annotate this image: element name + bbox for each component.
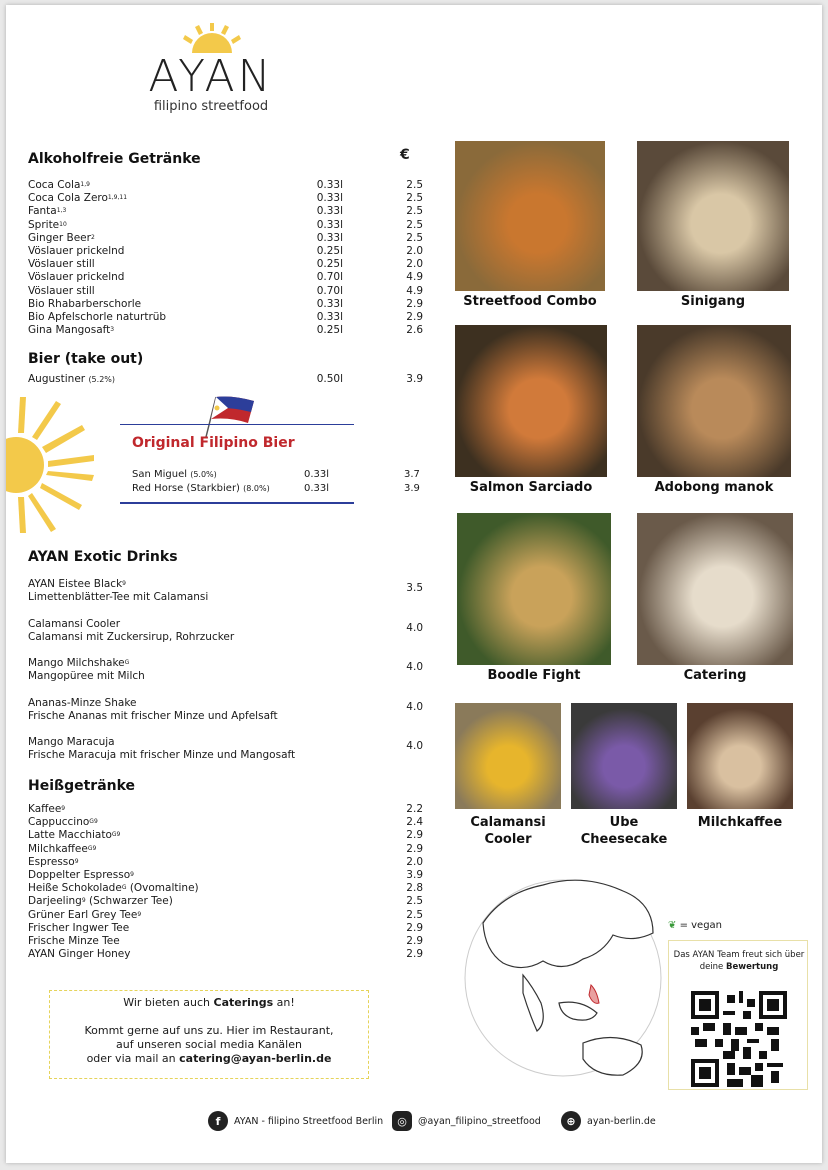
qr-code-icon[interactable] <box>691 991 787 1087</box>
hot-extra: (Ovomaltine) <box>129 882 199 895</box>
drink-photo <box>571 703 677 809</box>
allergen-sup: 2 <box>90 233 95 241</box>
hot-price: 2.9 <box>406 829 423 842</box>
hot-name: Kaffee <box>28 803 62 815</box>
caption-line: Milchkaffee <box>697 815 783 830</box>
drink-name: Vöslauer prickelnd <box>28 245 125 257</box>
hot-name-cell <box>28 856 79 869</box>
beer-name: Red Horse (Starkbier) <box>132 483 240 494</box>
hot-price: 2.9 <box>406 948 423 961</box>
qr-caption-bold: Bewertung <box>726 962 779 972</box>
photo-caption: Boodle Fight <box>487 668 581 683</box>
drink-price: 4.9 <box>406 284 423 297</box>
hot-name-cell <box>28 909 141 922</box>
review-qr-box <box>668 940 808 1090</box>
photo-caption: Streetfood Combo <box>463 294 597 309</box>
drink-name-cell <box>28 232 95 245</box>
allergen-sup: G <box>121 884 127 892</box>
beer-volume: 0.33l <box>304 469 330 480</box>
drink-photo <box>455 703 561 809</box>
hot-name-cell <box>28 803 65 816</box>
catering-email-link[interactable]: catering@ayan-berlin.de <box>179 1052 332 1065</box>
hot-name-cell <box>28 843 96 856</box>
drink-volume: 0.33l <box>316 231 343 244</box>
caption-line: Ube <box>609 815 639 830</box>
leaf-icon: ❦ <box>668 920 677 931</box>
drink-name: Fanta <box>28 205 57 218</box>
drink-name-cell <box>28 245 124 258</box>
catering-text: auf unseren social media Kanälen <box>116 1038 302 1051</box>
caption-line: Cooler <box>484 832 532 847</box>
exotic-name-line <box>28 618 423 631</box>
drink-name-cell <box>28 285 95 298</box>
allergen-sup: 10 <box>59 220 67 228</box>
photo-caption: Catering <box>683 668 747 683</box>
instagram-label: @ayan_filipino_streetfood <box>418 1115 541 1127</box>
allergen-sup: 9 <box>74 857 79 865</box>
exotic-price: 3.5 <box>406 582 423 594</box>
drink-volume: 0.33l <box>316 311 343 323</box>
catering-text: an! <box>273 996 295 1009</box>
logo-tagline: filipino streetfood <box>153 99 269 114</box>
photo-caption: Sinigang <box>680 294 746 309</box>
hot-name-cell <box>28 948 130 961</box>
beer-price: 3.7 <box>404 469 420 480</box>
exotic-price: 4.0 <box>406 740 423 752</box>
exotic-desc: Frische Ananas mit frischer Minze und Apfelsaft <box>28 709 278 722</box>
hot-name: Frische Minze Tee <box>28 935 120 947</box>
allergen-sup: 9 <box>61 805 66 812</box>
drink-price: 2.5 <box>406 179 423 191</box>
exotic-name: AYAN Eistee Black <box>28 578 123 590</box>
drink-name: Bio Rhabarberschorle <box>28 297 142 310</box>
hot-price: 2.9 <box>406 935 423 947</box>
photo-caption <box>565 814 683 848</box>
filipino-beer-box <box>120 424 420 504</box>
filipino-beer-row <box>132 469 420 480</box>
exotic-price: 4.0 <box>406 621 423 634</box>
drink-price: 4.9 <box>406 271 423 284</box>
hot-price: 2.8 <box>406 882 423 895</box>
hot-name: Heiße Schokolade <box>28 882 122 895</box>
website-label: ayan-berlin.de <box>587 1115 656 1127</box>
catering-text: Kommt gerne auf uns zu. Hier im Restaurant, <box>84 1024 334 1037</box>
exotic-drink <box>28 578 423 604</box>
hot-name: Doppelter Espresso <box>28 869 131 881</box>
photo-caption: Salmon Sarciado <box>469 480 593 495</box>
globe-icon <box>463 863 663 1093</box>
qr-caption-line: deine <box>699 962 726 972</box>
beer-price: 3.9 <box>404 483 420 494</box>
drink-price: 2.0 <box>406 245 423 257</box>
drink-name-cell <box>28 324 114 337</box>
drink-price: 2.9 <box>406 297 423 310</box>
caption-line: Calamansi <box>470 815 546 830</box>
beer-price: 3.9 <box>406 373 423 385</box>
hot-price: 2.9 <box>406 921 423 934</box>
exotic-drink <box>28 697 423 723</box>
vegan-legend <box>668 920 722 931</box>
drink-name: Vöslauer still <box>28 258 95 271</box>
allergen-sup: G9 <box>87 844 97 852</box>
allergen-sup: 3 <box>110 326 115 334</box>
drink-name-cell <box>28 205 66 218</box>
drink-name: Coca Cola <box>28 179 81 191</box>
facebook-label: AYAN - filipino Streetfood Berlin <box>234 1115 384 1127</box>
exotic-name-line <box>28 697 423 710</box>
exotic-desc: Limettenblätter-Tee mit Calamansi <box>28 591 209 603</box>
exotic-name-line <box>28 578 423 591</box>
beer-name: Augustiner <box>28 373 86 385</box>
globe-web-icon: ⊕ <box>561 1111 581 1131</box>
beer-note: (5.2%) <box>88 375 116 384</box>
hot-price: 2.5 <box>406 895 423 908</box>
drink-photo <box>687 703 793 809</box>
drink-name: Coca Cola Zero <box>28 192 108 205</box>
facebook-icon: f <box>208 1111 228 1131</box>
drink-name: Vöslauer still <box>28 284 95 297</box>
drink-price: 2.5 <box>406 192 423 205</box>
filipino-beer-heading: Original Filipino Bier <box>132 435 295 451</box>
drink-price: 2.6 <box>406 324 423 337</box>
hot-name-cell <box>28 829 120 842</box>
instagram-icon: ◎ <box>392 1111 412 1131</box>
drink-name: Vöslauer prickelnd <box>28 271 125 284</box>
drink-name-cell <box>28 298 141 311</box>
catering-box <box>49 990 369 1079</box>
drink-price: 2.5 <box>406 205 423 218</box>
filipino-beer-row <box>132 483 420 494</box>
drink-volume: 0.33l <box>316 192 343 205</box>
catering-text: oder via mail an <box>86 1052 180 1065</box>
exotic-price: 4.0 <box>406 700 423 713</box>
drink-volume: 0.33l <box>316 218 343 231</box>
drink-price: 2.9 <box>406 311 423 323</box>
drink-price: 2.0 <box>406 258 423 271</box>
photo-caption <box>681 814 799 831</box>
hot-name-cell <box>28 935 120 948</box>
footer-facebook[interactable] <box>208 1111 383 1131</box>
exotic-name: Ananas-Minze Shake <box>28 696 137 709</box>
exotic-price: 4.0 <box>406 661 423 673</box>
allergen-sup: 9 <box>81 897 86 905</box>
vegan-label: = vegan <box>679 920 723 931</box>
drink-volume: 0.25l <box>316 245 343 257</box>
exotic-drink <box>28 736 423 762</box>
catering-text: Wir bieten auch <box>123 996 214 1009</box>
hot-price: 2.5 <box>406 908 423 921</box>
hot-name-cell <box>28 922 129 935</box>
drink-name: Sprite <box>28 218 60 231</box>
qr-caption <box>669 949 809 973</box>
allergen-sup: 1,3 <box>56 207 67 215</box>
hot-name-cell <box>28 869 134 882</box>
drink-price: 2.5 <box>406 218 423 231</box>
hot-extra: (Schwarzer Tee) <box>89 895 173 908</box>
allergen-sup: G <box>124 659 130 666</box>
allergen-sup: 9 <box>137 910 142 918</box>
exotic-name: Calamansi Cooler <box>28 617 121 630</box>
drink-volume: 0.25l <box>316 258 343 271</box>
beer-note: (5.0%) <box>190 470 217 479</box>
footer-instagram[interactable] <box>392 1111 541 1131</box>
menu-page <box>6 5 822 1163</box>
allergen-sup: 9 <box>122 580 126 587</box>
food-photo <box>637 325 791 477</box>
hot-price: 3.9 <box>406 869 423 881</box>
exotic-name-line <box>28 736 423 749</box>
food-photo <box>455 141 605 291</box>
allergen-sup: 1,9,11 <box>107 194 128 202</box>
allergen-sup: G9 <box>111 831 121 839</box>
hot-price: 2.2 <box>406 803 423 815</box>
hot-name-cell <box>28 882 199 895</box>
caption-line: Cheesecake <box>580 832 668 847</box>
hot-price: 2.9 <box>406 842 423 855</box>
drink-price: 2.5 <box>406 231 423 244</box>
beer-volume: 0.33l <box>304 483 330 494</box>
allergen-sup: 9 <box>130 871 134 878</box>
exotic-desc: Mangopüree mit Milch <box>28 670 145 682</box>
hot-name: Darjeeling <box>28 895 82 908</box>
currency-header: € <box>400 147 410 163</box>
qr-caption-line: Das AYAN Team freut sich über <box>673 950 805 960</box>
drink-name: Bio Apfelschorle naturtrüb <box>28 311 167 323</box>
food-photo <box>637 513 793 665</box>
hot-heading: Heißgetränke <box>28 778 136 794</box>
ayan-logo <box>141 23 286 118</box>
exotic-name: Mango Maracuja <box>28 736 115 748</box>
exotic-name-line <box>28 657 423 670</box>
photo-caption <box>449 814 567 848</box>
drink-name-cell <box>28 192 127 205</box>
hot-name-cell <box>28 816 98 829</box>
drink-volume: 0.70l <box>316 284 343 297</box>
food-photo <box>457 513 611 665</box>
beer-heading: Bier (take out) <box>28 351 144 367</box>
drink-name-cell <box>28 219 67 232</box>
drink-volume: 0.33l <box>316 205 343 218</box>
drink-name: Gina Mangosaft <box>28 324 111 337</box>
drink-volume: 0.33l <box>316 297 343 310</box>
hot-price: 2.0 <box>406 855 423 868</box>
food-photo <box>637 141 789 291</box>
hot-name: Espresso <box>28 855 75 868</box>
exotic-heading: AYAN Exotic Drinks <box>28 549 178 565</box>
exotic-drink <box>28 618 423 644</box>
hot-name: AYAN Ginger Honey <box>28 948 131 961</box>
hot-name: Grüner Earl Grey Tee <box>28 908 138 921</box>
allergen-sup: G9 <box>89 818 98 826</box>
exotic-name: Mango Milchshake <box>28 657 125 669</box>
drink-volume: 0.33l <box>316 179 343 191</box>
drink-name-cell <box>28 271 124 284</box>
hot-name-cell <box>28 895 173 908</box>
exotic-desc: Calamansi mit Zuckersirup, Rohrzucker <box>28 630 235 643</box>
beer-volume: 0.50l <box>316 373 343 385</box>
hot-name: Latte Macchiato <box>28 829 112 842</box>
exotic-drink <box>28 657 423 683</box>
hot-name: Frischer Ingwer Tee <box>28 921 130 934</box>
hot-name: Cappuccino <box>28 816 90 829</box>
hot-price: 2.4 <box>406 816 423 829</box>
food-photo <box>455 325 607 477</box>
drink-name-cell <box>28 179 90 192</box>
exotic-desc: Frische Maracuja mit frischer Minze und Mangosaft <box>28 749 296 761</box>
photo-caption: Adobong manok <box>654 480 774 495</box>
drink-volume: 0.70l <box>316 271 343 284</box>
softdrinks-heading: Alkoholfreie Getränke <box>28 151 201 167</box>
drink-name: Ginger Beer <box>28 231 91 244</box>
catering-bold: Caterings <box>213 996 274 1009</box>
drink-volume: 0.25l <box>316 324 343 337</box>
beer-name: San Miguel <box>132 469 188 480</box>
drink-name-cell <box>28 311 166 324</box>
drink-name-cell <box>28 258 95 271</box>
logo-wordmark: AYAN <box>148 51 274 102</box>
beer-note: (8.0%) <box>243 484 270 493</box>
footer-website[interactable] <box>561 1111 656 1131</box>
allergen-sup: 1,9 <box>80 181 90 188</box>
sun-decoration-icon <box>6 395 106 535</box>
hot-name: Milchkaffee <box>28 842 88 855</box>
